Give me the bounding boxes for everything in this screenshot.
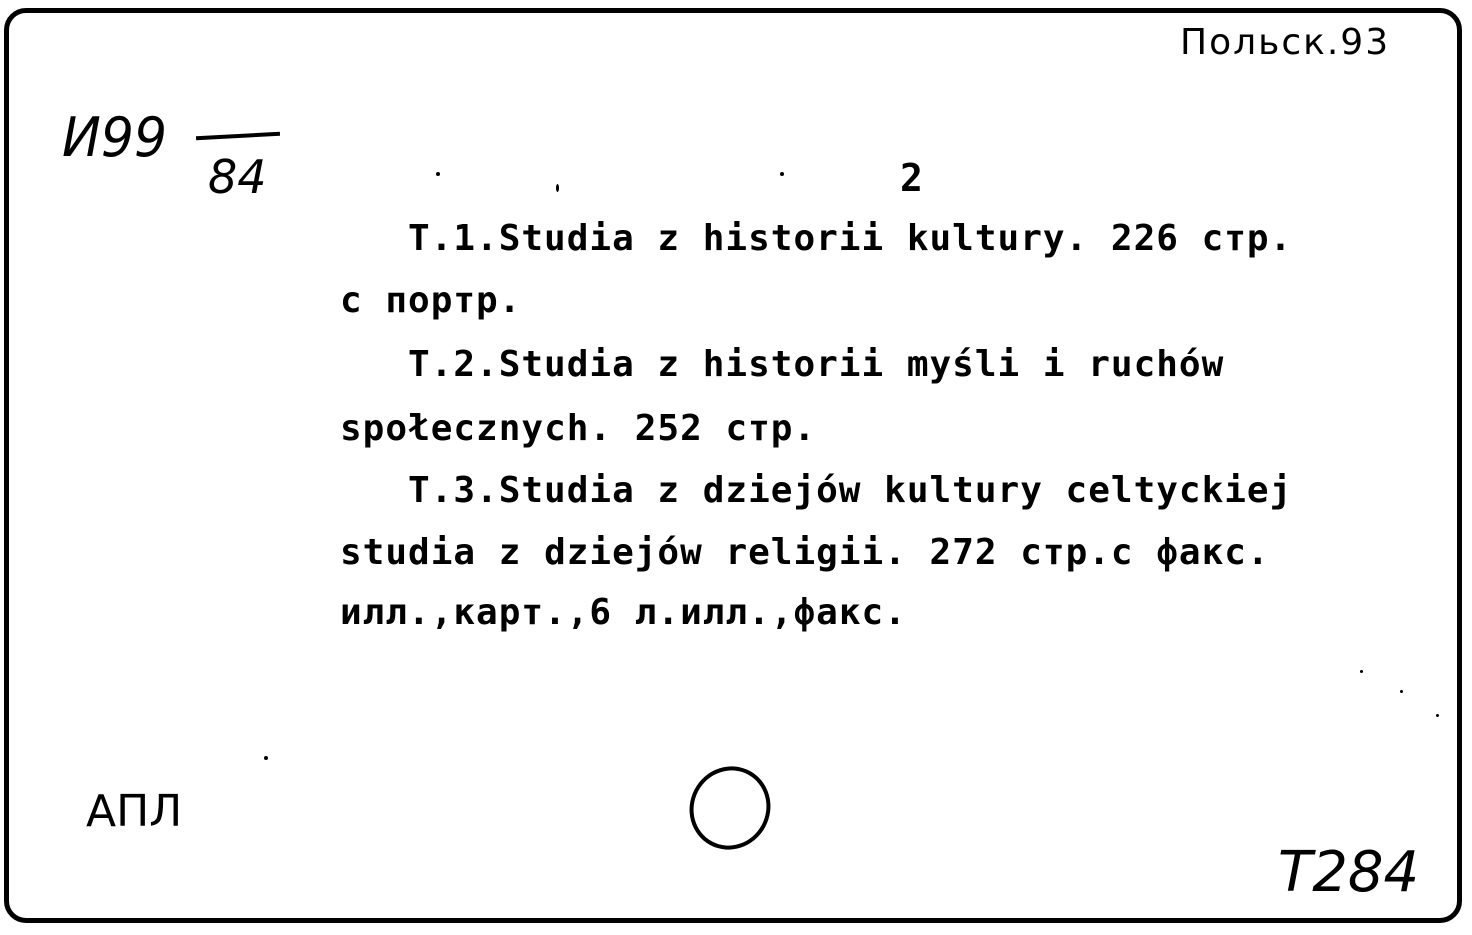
speck — [1436, 714, 1439, 717]
speck — [780, 172, 784, 176]
speck — [1360, 670, 1363, 673]
bottom-right-note: Т284 — [1278, 840, 1420, 905]
speck — [556, 184, 559, 192]
call-number: И99 — [62, 106, 168, 170]
card-line-5: T.3.Studia z dziejów kultury celtyckiej — [408, 470, 1293, 511]
speck — [264, 756, 268, 760]
card-line-2: c портр. — [340, 280, 522, 321]
card-line-7: илл.,карт.,6 л.илл.,факс. — [340, 592, 907, 633]
page-number: 2 — [900, 156, 924, 200]
call-number-fraction: 84 — [208, 150, 267, 204]
card-line-3: T.2.Studia z historii myśli i ruchów — [408, 344, 1225, 385]
top-right-note: Польск.93 — [1180, 22, 1391, 63]
card-line-4: społecznych. 252 cтр. — [340, 408, 817, 449]
speck — [436, 172, 440, 176]
card-line-6: studia z dziejów religii. 272 cтр.c факс. — [340, 532, 1270, 573]
card-line-1: T.1.Studia z historii kultury. 226 cтр. — [408, 218, 1293, 259]
speck — [1400, 690, 1403, 693]
bottom-left-note: АПЛ — [86, 786, 183, 837]
